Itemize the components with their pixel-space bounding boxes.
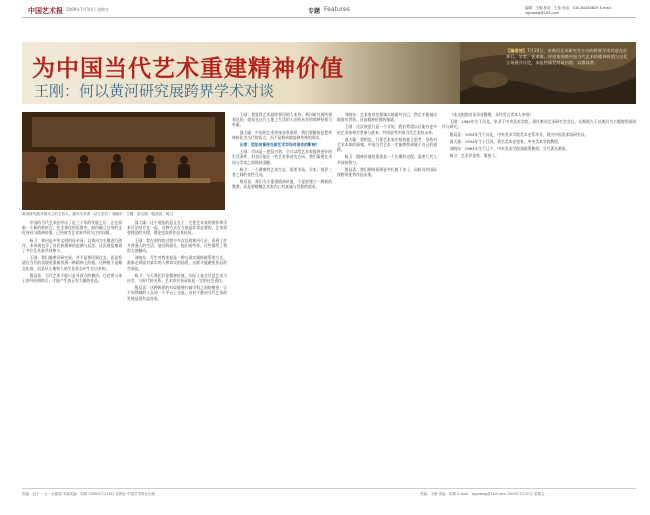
headline-banner: [22, 42, 636, 104]
article-column-4: [337, 112, 437, 484]
footer-right: 责编：王刚 美编：郭姝 E-mail：zgysbwg@163.com 2009年7月10日 星期五: [420, 492, 545, 496]
paragraph: 殷双喜：这种跨界的对谈能够打破学科之间的壁垒，让不同领域的人在同一个平台上交流，这对于推动当代艺术的发展是很有益处的。: [127, 285, 227, 301]
paragraph: 殷双喜：我们期待看到更多扎根于本土、同时具有国际视野的优秀作品出现。: [337, 166, 437, 178]
paper-masthead: 中国艺术报: [28, 7, 63, 15]
section-name: 专题: [308, 8, 321, 15]
photo-caption: 黄河研究展开幕式上的主持人、嘉宾与学者（从左至右）刘晓东、王刚、邵大箴、殷双喜、杨卫: [22, 212, 173, 216]
paragraph: 王刚：我觉得艺术最终要回到人本身。黄河研究展所要表达的，就是在这片土地上生活的人们所具有的那种坚韧与朴素。: [232, 112, 332, 128]
headline-subtitle: 王刚：何以黄河研究展跨界学术对谈: [34, 82, 275, 100]
paragraph: 刘晓东：艺术家首先要诚实地面对自己，然后才能诚实地面对世界。这是精神价值的基础。: [337, 112, 437, 123]
section-name-en: Features: [324, 6, 350, 13]
paragraph: 杨卫：黄河是中华文明的母亲河，以黄河为主题进行创作，本身就包含了对民族精神的追溯与反思。这次展览邀请了多位艺术家共同参与。: [22, 237, 122, 254]
paragraph: 殷双喜：1954年生于河北，中央美术学院美术史系毕业，现为中国美术馆研究员。: [449, 131, 589, 137]
editor-note: [506, 48, 630, 66]
article-column-3: [232, 112, 332, 484]
paragraph: 王刚：1964年生于河北，毕业于中央美术学院，现任黄河艺术研究会会长，长期致力于以黄河为主题的绘画创作与研究。: [442, 119, 636, 130]
paragraph: 杨卫：精神价值的重建是一个长期的过程，需要几代人共同的努力。: [337, 154, 437, 165]
paragraph: 邵大箴：1934年生于江苏，著名美术史论家，中央美术学院教授。: [449, 138, 562, 144]
paragraph: 杨卫：一个健康的艺术生态，需要市场、学术、批评三者之间的良性互动。: [232, 166, 332, 178]
paragraph: 中国的当代艺术在经历了近三十年的发展之后，正在面临一个新的转折点。在全球化的语境中，如何确立自身的文化身份与精神价值，已经成为艺术界共同关注的问题。: [22, 220, 122, 236]
editor-note-text: 7月10日，由黄河艺术研究会主办的跨界学术对谈在京举行。学者、艺术家、评论家围绕中国当代艺术的精神价值与文化立场展开讨论，本报特摘发对谈内容，以飨读者。: [506, 48, 628, 65]
paragraph: 殷双喜：我们今天重建精神价值，不是要建立一种新的教条，而是要唤醒艺术家内心对真诚与信仰的追求。: [232, 179, 332, 190]
editor-note-label: 【编者按】: [506, 48, 527, 53]
header-divider: [22, 17, 636, 18]
paragraph: 王刚：我在创作的过程中多次沿着黄河行走，看到了许多普通人的生活。他们的面孔、他们的劳作，这些都给了我很大的触动。: [127, 237, 227, 254]
issue-date: 2009年7月10日 星期五: [66, 7, 110, 12]
paragraph: 王刚：我们做黄河研究展，并不是要回到过去，而是希望在当代的语境里重新找到一种精神上的根。这种根不是概念化的，而是从土地和人的生存状态中生长出来的。: [22, 255, 122, 271]
paragraph: 杨卫：今天我们讨论精神价值，实际上是在讨论艺术与社会、与时代的关系。艺术家应该承担起一定的社会责任。: [127, 272, 227, 284]
article-column-2: [127, 220, 227, 484]
headline-title: 为中国当代艺术重建精神价值: [32, 56, 344, 82]
paragraph: 刘晓东：1963年生于辽宁，中央美术学院油画系教授，当代著名画家。: [449, 146, 570, 152]
paragraph: 邵大箴：这个展览的意义在于，它把艺术家的创作和学术讨论结合在一起，这种方式在当前是非常必要的。艺术需要理论的支撑，理论也需要作品来检验。: [127, 220, 227, 236]
paragraph: 王刚：这次展览只是一个开始，我们希望以后能有更多的艺术家和学者参与进来，共同思考中国当代艺术的未来。: [337, 124, 437, 135]
paragraph: 王刚：市场是一把双刃剑，它可以给艺术家提供更好的生活条件，但也可能让一些艺术家迷失方向。我们需要在市场与学术之间保持清醒。: [232, 149, 332, 165]
paragraph: 邵大箴：我相信，只要艺术家们坚持独立思考，坚持对艺术本体的探索，中国当代艺术一定能够找到属于自己的道路。: [337, 136, 437, 153]
article-column-1: [22, 220, 122, 484]
paragraph: 记者：您如何看待当前艺术市场对创作的影响？: [239, 142, 320, 148]
paragraph: 殷双喜：当代艺术不能只是对西方的模仿，它必须与本土的经验相结合，才能产生真正有力量的作品。: [22, 272, 122, 284]
paragraph: 杨卫：艺术评论家、策展人。: [449, 153, 499, 159]
footer-divider: [22, 488, 636, 489]
footer-left: 责编：赵宁 一头一头插图 本版美编：郭姝 2009年7月10日 星期五 中国艺术报社出版: [22, 492, 156, 496]
contact-info: 编辑：王刚 校对：王桂 电话：010-84280829 E-mail：zgysbwg@163.com: [525, 6, 615, 15]
paragraph: 邵大箴：中国的艺术传统非常深厚，我们要做的是把传统转化为当代的语言，而不是简单地复制传统的形式。: [232, 129, 332, 140]
event-photo-image: [22, 112, 225, 210]
event-photo: [22, 112, 225, 210]
article-column-5: [442, 112, 636, 484]
paragraph: （本文根据对谈录音整理，未经发言者本人审阅）: [449, 112, 534, 117]
paragraph: 刘晓东：写生对我来说是一种与现实保持联系的方式。画家必须面对真实的人和真实的场景，这样才能避免作品的空洞化。: [127, 255, 227, 271]
